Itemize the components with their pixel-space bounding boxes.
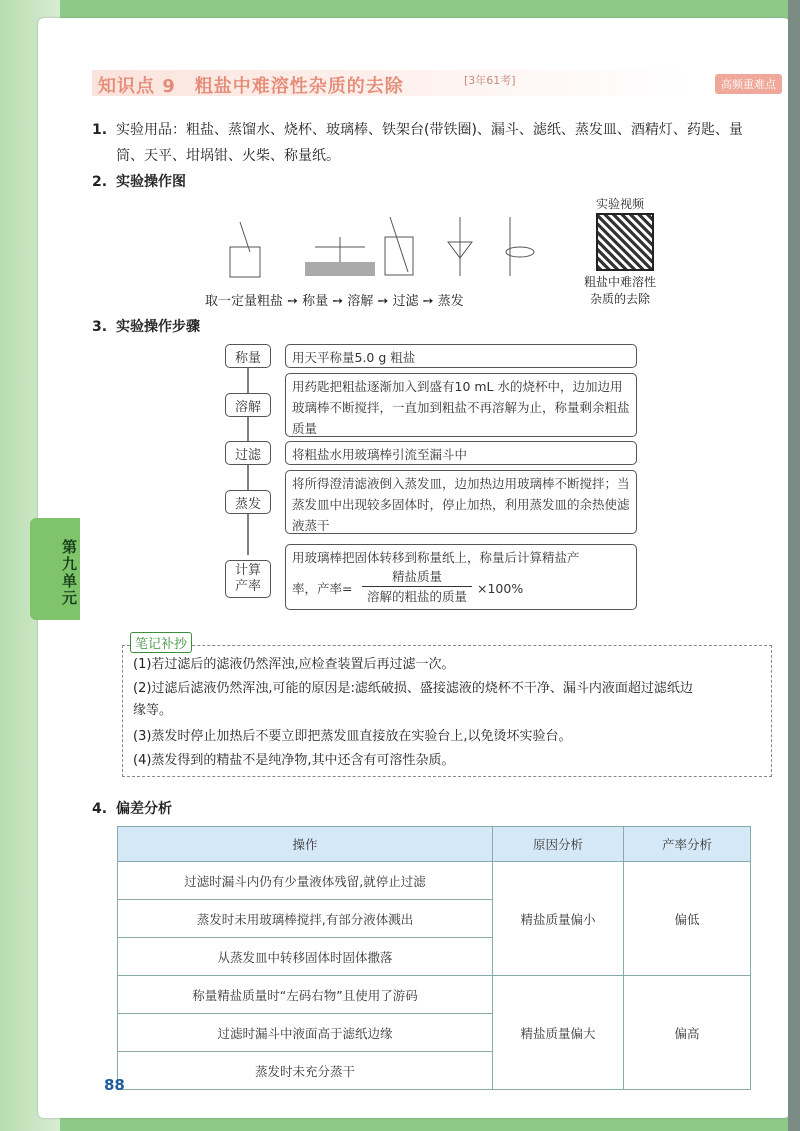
step-evaporate-desc: 将所得澄清滤液倒入蒸发皿，边加热边用玻璃棒不断搅拌；当蒸发皿中出现较多固体时，停止加热，利用蒸发皿的余热使滤液蒸干 [285, 470, 637, 534]
step-dissolve-desc: 用药匙把粗盐逐渐加入到盛有10 mL 水的烧杯中，边加边用玻璃棒不断搅拌，一直加到粗盐不再溶解为止，称量剩余粗盐质量 [285, 373, 637, 437]
step-filter-desc: 将粗盐水用玻璃棒引流至漏斗中 [285, 441, 637, 465]
note-2-cont: 缘等。 [133, 703, 173, 718]
operation-cell: 过滤时漏斗内仍有少量液体残留,就停止过滤 [118, 862, 493, 900]
yield-intro: 用玻璃棒把固体转移到称量纸上，称量后计算精盐产 [292, 550, 580, 565]
exam-count: [3年61考] [464, 74, 516, 87]
operation-cell: 蒸发时未用玻璃棒搅拌,有部分液体溅出 [118, 900, 493, 938]
operation-cell: 从蒸发皿中转移固体时固体撒落 [118, 938, 493, 976]
operation-cell: 蒸发时未充分蒸干 [118, 1052, 493, 1090]
salt-jar-icon [230, 247, 260, 277]
step-yield: 计算 产率 [225, 560, 271, 598]
table-header-row [118, 827, 751, 862]
section3-title: 实验操作步骤 [116, 319, 200, 335]
note-2: (2)过滤后滤液仍然浑浊,可能的原因是:滤纸破损、盛接滤液的烧杯不干净、漏斗内液面超过滤纸边 [133, 681, 693, 696]
section1-line1: 实验用品：粗盐、蒸馏水、烧杯、玻璃棒、铁架台(带铁圈)、漏斗、滤纸、蒸发皿、酒精灯、药匙、量 [116, 122, 743, 138]
step-weigh-desc: 用天平称量5.0 g 粗盐 [285, 344, 637, 368]
operation-cell: 称量精盐质量时“左码右物”且使用了游码 [118, 976, 493, 1014]
result-cell: 偏高 [623, 976, 750, 1090]
note-4: (4)蒸发得到的精盐不是纯净物,其中还含有可溶性杂质。 [133, 753, 455, 768]
table-row [118, 976, 751, 1014]
yield-denominator: 溶解的粗盐的质量 [366, 589, 467, 604]
section4-label: 4. [92, 801, 108, 817]
frequency-badge: 高频重难点 [715, 74, 782, 94]
operation-cell: 过滤时漏斗中液面高于滤纸边缘 [118, 1014, 493, 1052]
page-edge [788, 0, 800, 1131]
step-yield-desc [285, 544, 637, 610]
section2-label: 2. [92, 174, 108, 190]
note-3: (3)蒸发时停止加热后不要立即把蒸发皿直接放在实验台上,以免烫坏实验台。 [133, 729, 572, 744]
beaker-icon [385, 237, 413, 275]
section2-title: 实验操作图 [116, 174, 186, 190]
header-operation: 操作 [118, 827, 493, 862]
yield-formula [292, 568, 630, 608]
apparatus-illustration [220, 212, 550, 284]
step-evaporate: 蒸发 [225, 490, 271, 514]
section1-label: 1. [92, 122, 108, 138]
yield-numerator: 精盐质量 [362, 568, 472, 587]
table-row [118, 862, 751, 900]
section3-label: 3. [92, 319, 108, 335]
header-yield: 产率分析 [623, 827, 750, 862]
qr-caption-1: 粗盐中难溶性 [584, 275, 657, 289]
result-cell: 偏低 [623, 862, 750, 976]
step-dissolve: 溶解 [225, 393, 271, 417]
chapter-tab[interactable]: 第九单元 [30, 518, 80, 620]
operation-flow: 取一定量粗盐 ➙ 称量 ➙ 溶解 ➙ 过滤 ➙ 蒸发 [205, 294, 464, 309]
section1-line2: 筒、天平、坩埚钳、火柴、称量纸。 [116, 148, 340, 164]
page-number: 88 [104, 1076, 125, 1094]
yield-prefix: 率，产率= [292, 581, 353, 596]
topic-title: 知识点 9 粗盐中难溶性杂质的去除 [98, 76, 404, 97]
note-1: (1)若过滤后的滤液仍然浑浊,应检查装置后再过滤一次。 [133, 657, 455, 672]
reason-cell: 精盐质量偏小 [492, 862, 623, 976]
balance-icon [305, 262, 375, 276]
deviation-table [117, 826, 751, 1090]
section4-title: 偏差分析 [116, 801, 172, 817]
reason-cell: 精盐质量偏大 [492, 976, 623, 1090]
notes-title: 笔记补抄 [130, 632, 192, 653]
qr-caption-2: 杂质的去除 [590, 292, 651, 306]
notes-box [122, 645, 772, 777]
yield-suffix: ×100% [477, 581, 524, 596]
qr-title: 实验视频 [596, 197, 645, 211]
video-qr-code[interactable] [596, 213, 654, 271]
topic-header [92, 70, 782, 96]
step-weigh: 称量 [225, 344, 271, 368]
header-reason: 原因分析 [492, 827, 623, 862]
step-filter: 过滤 [225, 441, 271, 465]
